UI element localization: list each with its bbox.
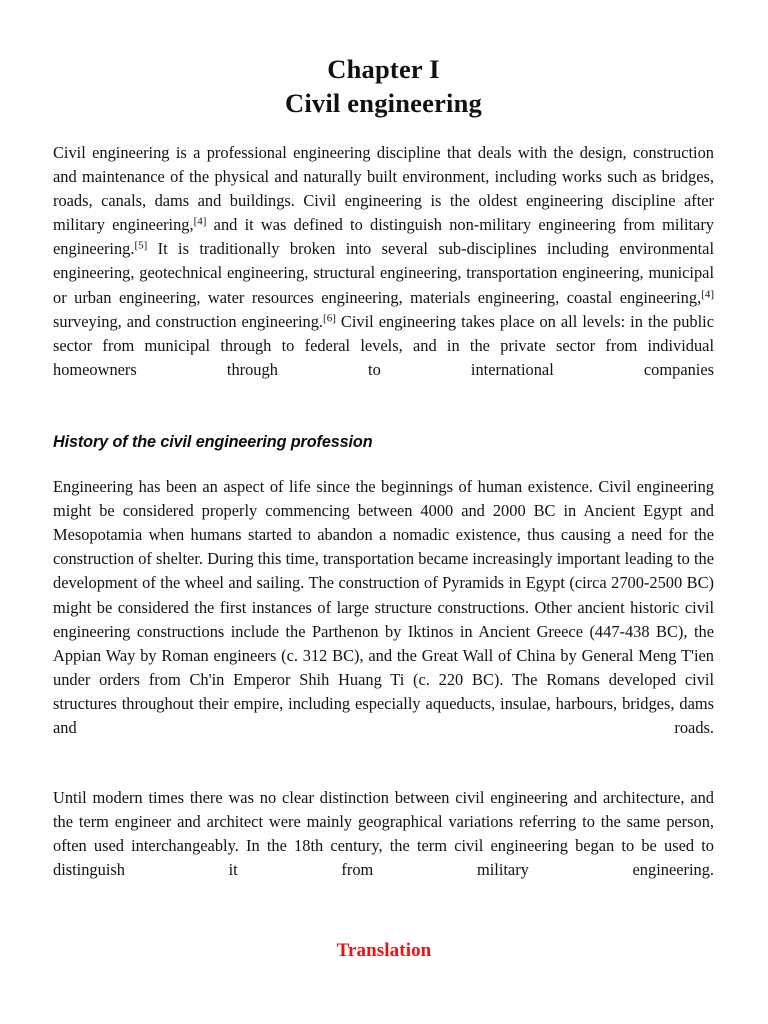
paragraph-intro-text-b: and it was defined to distinguish non-military engineering from military engineering. (53, 215, 714, 259)
paragraph-intro (53, 141, 714, 406)
document-title (53, 52, 714, 120)
paragraph-intro-text-a: Civil engineering is a professional engineering discipline that deals with the design, construction and maintenance of the physical and naturally built environment, including works such as bridges, roads, canals, dams and buildings. Civil engineering is the oldest engineering discipline after military engineering, (53, 143, 714, 235)
translation-label: Translation (336, 940, 432, 961)
citation-marker-4a: [4] (193, 215, 207, 228)
paragraph-modern-times: Until modern times there was no clear distinction between civil engineering and architecture, and the term engineer and architect were mainly geographical variations referring to the same person, often used interchangeably. In the 18th century, the term civil engineering began to be used to distinguish it from military engineering. (53, 788, 714, 880)
citation-marker-6: [6] (323, 311, 336, 324)
chapter-title-line: Chapter I (327, 54, 440, 84)
paragraph-intro-text-c: It is traditionally broken into several sub-disciplines including environmental engineering, geotechnical engineering, structural engineering, transportation engineering, municipal or urban engineering, water resources engineering, materials engineering, coastal engineering, (53, 239, 714, 307)
subject-title-line: Civil engineering (285, 88, 482, 118)
citation-marker-4b: [4] (701, 287, 714, 300)
document-content (53, 0, 714, 907)
paragraph-intro-text-d: surveying, and construction engineering. (53, 311, 324, 331)
section-heading-history: History of the civil engineering profession (53, 433, 373, 452)
paragraph-intro-text-e: Civil engineering takes place on all levels: in the public sector from municipal through to federal levels, and in the private sector from individual homeowners through to international companies (53, 311, 714, 379)
paragraph-history: Engineering has been an aspect of life since the beginnings of human existence. Civil engineering might be considered properly commencing between 4000 and 2000 BC in Ancient Egypt and Mesopotamia when humans started to abandon a nomadic existence, thus causing a need for the construction of shelter. During this time, transportation became increasingly important leading to the development of the wheel and sailing. The construction of Pyramids in Egypt (circa 2700-2500 BC) might be considered the first instances of large structure constructions. Other ancient historic civil engineering constructions include the Parthenon by Iktinos in Ancient Greece (447-438 BC), the Appian Way by Roman engineers (c. 312 BC), and the Great Wall of China by General Meng T'ien under orders from Ch'in Emperor Shih Huang Ti (c. 220 BC). The Romans developed civil structures throughout their empire, including especially aqueducts, insulae, harbours, bridges, dams and roads. (53, 477, 714, 737)
citation-marker-5: [5] (134, 239, 148, 252)
